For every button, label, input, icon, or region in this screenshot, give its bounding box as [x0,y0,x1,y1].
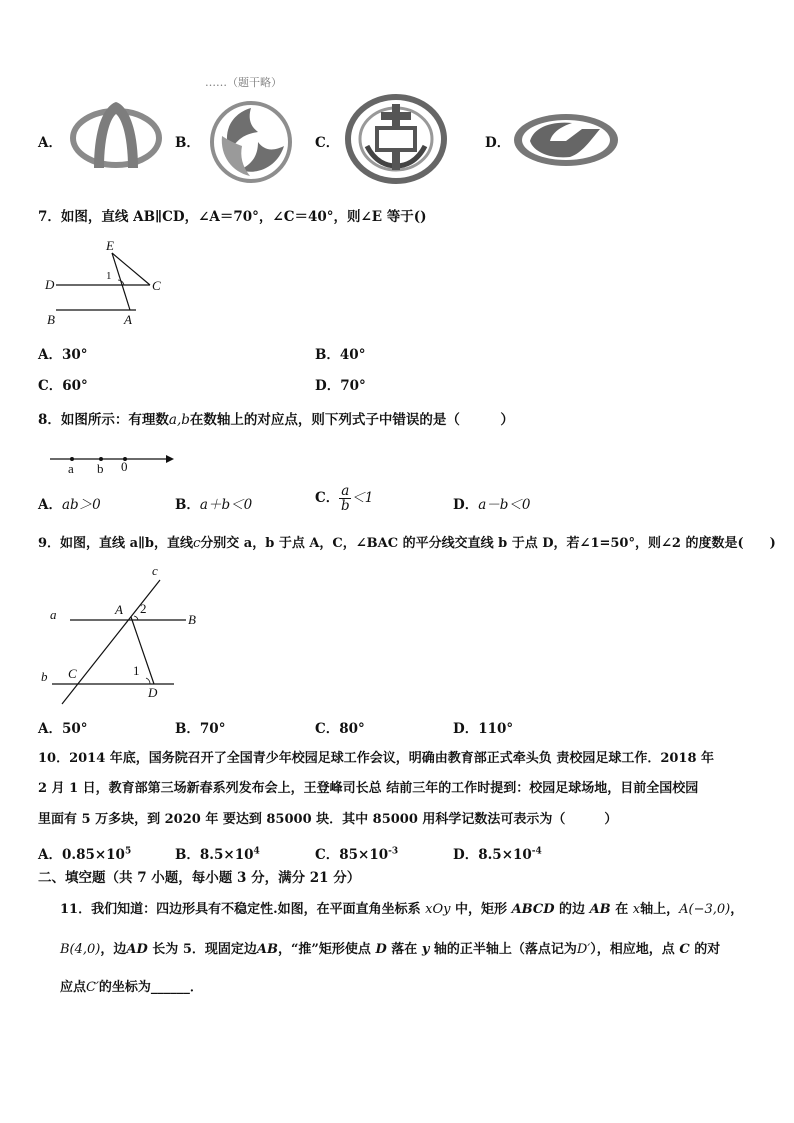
q10-option-a [38,843,131,863]
q10-option-b [175,843,260,863]
q11-l1-d: 在 [615,902,629,917]
q8-vars: a,b [168,412,190,428]
q8-option-d-expr: a－b＜0 [478,497,531,513]
q11-l1-a: 11．我们知道：四边形具有不稳定性.如图，在平面直角坐标系 [60,902,421,917]
q10-option-d-exp: -4 [531,846,542,857]
q8-option-a-expr: ab＞0 [61,497,101,513]
q9-option-b: B．70° [175,721,226,737]
q11-d-prime: D′ [576,942,591,957]
q6-option-a-label: A． [38,135,62,151]
q7-label-e: E [106,238,114,253]
q8-axis-zero: 0 [121,459,128,474]
q11-line-2 [60,941,720,959]
q7-angle-1: 1 [106,270,112,282]
q7-label-c: C [152,278,161,293]
q11-ab: AB [589,902,611,917]
q9-option-a: A．50° [38,721,88,737]
q8-number-line [48,448,178,478]
q11-x: x [632,902,641,917]
q11-l1-b: 中，矩形 [455,902,508,917]
q7-label-a: A [124,312,132,327]
q11-d: D [375,942,387,957]
q11-l2-g: 的对 [694,942,721,957]
q10-option-b-label: B．8.5×10 [175,847,254,863]
oval-hook-logo [512,111,620,169]
q8-stem-pre: 8．如图所示：有理数 [38,412,169,428]
q9-angle-1: 1 [133,663,140,678]
q11-l2-a: ，边 [100,942,127,957]
q11-line-3 [60,979,203,997]
ring-emblem-logo [345,94,447,184]
q10-line-1: 10．2014 年底，国务院召开了全国青少年校园足球工作会议，明确由教育部正式牵头负 责校园足球工作．2018 年 [38,751,715,766]
q11-l2-b: 长为 5．现固定边 [152,942,257,957]
q7-option-b: B．40° [315,347,366,363]
q8-option-d-label: D． [453,497,479,513]
q8-option-c-rest: ＜1 [351,490,374,506]
q10-line-2: 2 月 1 日，教育部第三场新春系列发布会上，王登峰司长总 结前三年的工作时提到：校园足球场地，目前全国校园 [38,781,699,796]
q9-stem-post: 分别交 a，b 于点 A，C，∠BAC 的平分线交直线 b 于点 D，若∠1=50°，则∠2 的度数是( ) [200,536,776,551]
q9-label-point-d: D [148,685,158,700]
q9-angle-2: 2 [140,601,147,616]
q9-label-b-line: b [41,669,48,684]
q9-stem-pre: 9．如图，直线 a∥b，直线 [38,536,193,551]
swirl-circle-logo [208,100,294,186]
q9-option-d: D．110° [453,721,514,737]
q9-label-c-line: c [152,563,158,578]
q11-ad: AD [126,942,148,957]
q10-line-3: 里面有 5 万多块，到 2020 年 要达到 85000 块．其中 85000 用科学记数法可表示为（ ） [38,812,618,827]
q9-stem [38,535,776,553]
q8-option-c [315,484,373,513]
section-2-title: 二、填空题（共 7 小题，每小题 3 分，满分 21 分） [38,870,361,886]
q11-l2-e: 轴的正半轴上（落点记为 [433,942,577,957]
q8-option-c-label: C． [315,490,340,506]
q9-label-a-line: a [50,607,57,622]
q11-l3-a: 应点 [60,980,87,995]
q6-option-b-label: B． [175,135,200,151]
q8-option-d [453,493,531,513]
q11-l2-c: ，“推”矩形使点 [277,942,371,957]
q11-c-prime: C′ [86,980,99,995]
q11-xoy: xOy [425,902,451,917]
q11-y: y [421,942,430,957]
q8-option-b [175,493,252,513]
q11-comma: ， [730,902,744,917]
q9-var-c: c [192,536,201,551]
q9-label-point-c: C [68,666,77,681]
q6-option-d-label: D． [485,135,511,151]
q9-label-point-b: B [188,612,196,627]
top-fragment: ……（题干略） [205,76,282,89]
q8-option-b-expr: a＋b＜0 [199,497,253,513]
q10-option-a-exp: 5 [124,846,132,857]
q7-figure [40,234,170,329]
q9-label-point-a: A [115,602,123,617]
q11-line-1 [60,901,743,919]
q10-option-c-label: C．85×10 [315,847,389,863]
q8-option-c-num: a [341,483,350,499]
q8-stem-post: 在数轴上的对应点，则下列式子中错误的是（ ） [189,412,514,428]
q7-label-b: B [47,312,55,327]
q8-option-c-den: b [340,498,350,514]
q11-ab2: AB [256,942,278,957]
q7-stem: 7．如图，直线 AB∥CD，∠A＝70°，∠C＝40°，则∠E 等于() [38,209,427,225]
q10-option-c [315,843,398,863]
q10-option-c-exp: -3 [388,846,399,857]
q11-l1-e: 轴上， [640,902,680,917]
q6-option-c-label: C． [315,135,340,151]
q8-option-c-fraction [339,484,351,513]
q10-option-d-label: D．8.5×10 [453,847,532,863]
q8-axis-b: b [97,461,104,476]
q11-abcd: ABCD [511,902,555,917]
arch-in-oval-logo [70,98,162,173]
q7-option-d: D．70° [315,378,366,394]
q11-c: C [679,942,690,957]
q8-stem [38,411,514,429]
q7-label-d: D [45,277,55,292]
q8-axis-a: a [68,461,74,476]
q11-l3-b: 的坐标为______． [98,980,203,995]
q11-l1-c: 的边 [559,902,586,917]
q8-option-a [38,493,101,513]
q10-option-b-exp: 4 [253,846,260,857]
q8-option-b-label: B． [175,497,200,513]
q11-l2-f: ），相应地，点 [590,942,675,957]
q11-l2-d: 落在 [391,942,418,957]
q10-option-d [453,843,542,863]
q9-figure [38,562,208,704]
q9-option-c: C．80° [315,721,365,737]
q10-option-a-label: A．0.85×10 [38,847,125,863]
q11-point-a: A(−3,0) [679,902,731,917]
q7-option-c: C．60° [38,378,88,394]
q7-option-a: A．30° [38,347,88,363]
q8-option-a-label: A． [38,497,62,513]
q11-point-b: B(4,0) [60,942,101,957]
